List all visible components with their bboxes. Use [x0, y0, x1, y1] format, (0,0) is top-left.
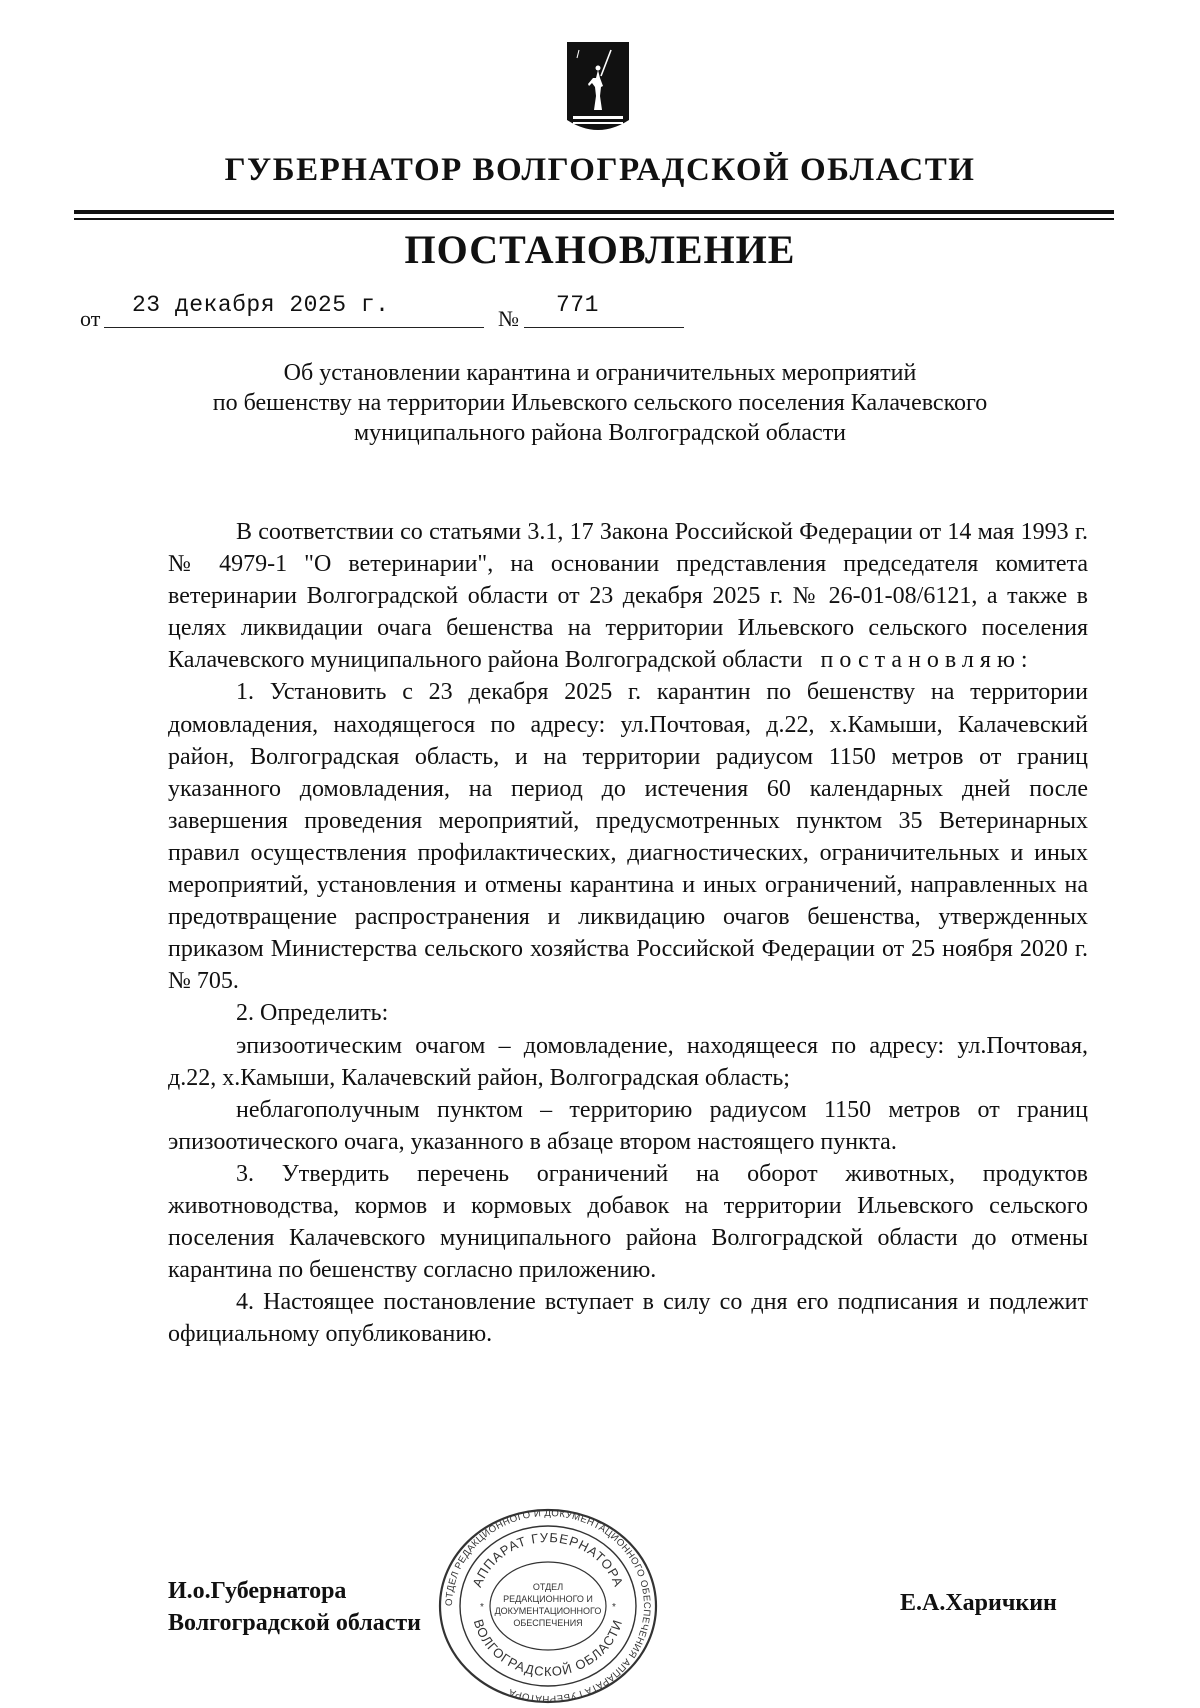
document-number: 771 [556, 292, 599, 318]
issuing-authority: ГУБЕРНАТОР ВОЛГОГРАДСКОЙ ОБЛАСТИ [224, 152, 976, 188]
preamble-text: В соответствии со статьями 3.1, 17 Закона Российской Федерации от 14 мая 1993 г. № 4979-1 "О ветеринарии", на основании представления председателя комитета ветеринарии Волгоградской области от 23 декабря 2025 г. № 26-01-08/6121, а также в целях ликвидации очага бешенства на территории Ильевского сельского поселения Калачевского муниципального района Волгоградской области [168, 519, 1088, 674]
number-label: № [498, 306, 519, 331]
clause-3: 3. Утвердить перечень ограничений на оборот животных, продуктов животноводства, кормов и кормовых добавок на территории Ильевского сельского поселения Калачевского муниципального района Волгоградской области до отмены карантина по бешенству согласно приложению. [168, 1160, 1088, 1284]
number-underline [524, 327, 684, 328]
date-underline [104, 327, 484, 328]
stamp-star-left: * [480, 1602, 484, 1613]
clause-2-affected-zone: неблагополучным пунктом – территорию радиусом 1150 метров от границ эпизоотического очага, указанного в абзаце втором настоящего пункта. [168, 1096, 1088, 1155]
clause-2: 2. Определить: [236, 1000, 389, 1027]
stamp-inner-bottom-text: ВОЛГОГРАДСКОЙ ОБЛАСТИ [470, 1617, 626, 1680]
stamp-center-line: РЕДАКЦИОННОГО И [503, 1594, 593, 1604]
stamp-center-line: ДОКУМЕНТАЦИОННОГО [494, 1606, 602, 1616]
signatory-position-line: И.о.Губернатора [168, 1578, 347, 1604]
document-type-title: ПОСТАНОВЛЕНИЕ [404, 227, 796, 272]
subject-line: по бешенству на территории Ильевского сельского поселения Калачевского [212, 390, 988, 416]
signatory-position [168, 1575, 421, 1639]
header-divider-thin [74, 218, 1114, 220]
subject-line: муниципального района Волгоградской области [353, 420, 847, 446]
preamble-paragraph [168, 516, 1088, 676]
official-seal-stamp [436, 1508, 660, 1704]
document-date: 23 декабря 2025 г. [132, 292, 390, 318]
clause-1: 1. Установить с 23 декабря 2025 г. карантин по бешенству на территории домовладения, находящегося по адресу: ул.Почтовая, д.22, х.Камыши, Калачевский район, Волгоградская область, и на территории радиусом 1150 метров от границ указанного домовладения, на период до истечения 60 календарных дней после завершения проведения мероприятий, предусмотренных пунктом 35 Ветеринарных правил осуществления профилактических, диагностических, ограничительных и иных мероприятий, установления и отмены карантина и иных ограничений, направленных на предотвращение распространения и ликвидацию очагов бешенства, утвержденных приказом Министерства сельского хозяйства Российской Федерации от 25 ноября 2020 г. № 705. [168, 679, 1088, 995]
document-body [168, 516, 1088, 1350]
stamp-star-right: * [612, 1602, 616, 1613]
clause-2-outbreak: эпизоотическим очагом – домовладение, находящееся по адресу: ул.Почтовая, д.22, х.Камыши, Калачевский район, Волгоградская область; [168, 1032, 1088, 1091]
svg-text:АППАРАТ ГУБЕРНАТОРА [469, 1530, 626, 1589]
signatory-name: Е.А.Харичкин [900, 1590, 1057, 1616]
stamp-center-line: ОТДЕЛ [532, 1582, 564, 1592]
stamp-inner-top-text: АППАРАТ ГУБЕРНАТОРА [469, 1529, 627, 1590]
clause-4: 4. Настоящее постановление вступает в силу со дня его подписания и подлежит официальному опубликованию. [168, 1289, 1088, 1348]
stamp-center-line: ОБЕСПЕЧЕНИЯ [513, 1618, 583, 1628]
document-subject [150, 358, 1050, 448]
decree-word: постановляю: [820, 647, 1034, 674]
header-divider-thick [74, 210, 1114, 214]
subject-line: Об установлении карантина и ограничительных мероприятий [283, 360, 917, 386]
date-label: от [80, 306, 101, 331]
stamp-outer-ring-text: ОТДЕЛ РЕДАКЦИОННОГО И ДОКУМЕНТАЦИОННОГО ОБЕСПЕЧЕНИЯ АППАРАТА ГУБЕРНАТОРА [443, 1508, 653, 1704]
signatory-position-line: Волгоградской области [168, 1610, 421, 1636]
coat-of-arms-emblem [565, 40, 631, 140]
